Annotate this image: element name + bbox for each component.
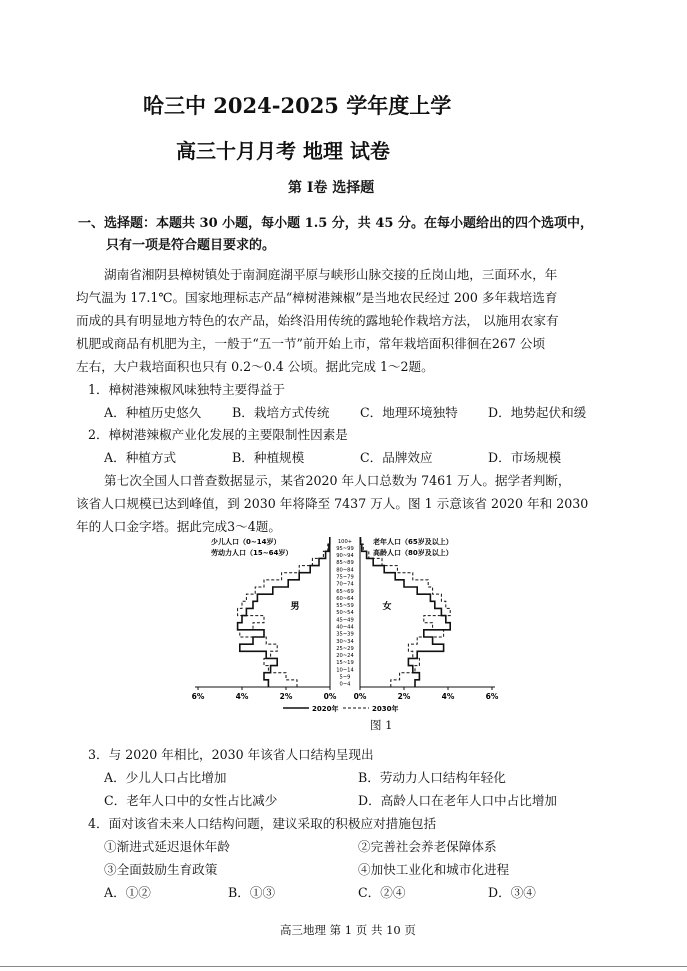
passage1-line: 而成的具有明显地方特色的农产品，始终沿用传统的露地轮作栽培方法， 以施用农家有 — [76, 313, 559, 328]
age-group-label: 60~64 — [336, 595, 354, 602]
x-tick-label: 0% — [353, 692, 367, 701]
option-c: C．地理环境独特 — [360, 405, 458, 420]
age-group-label: 90~94 — [336, 553, 354, 560]
age-group-label: 95~99 — [336, 545, 354, 552]
age-group-label: 100+ — [337, 538, 353, 545]
age-group-label: 45~49 — [336, 617, 354, 624]
option-a: A．种植方式 — [104, 450, 177, 465]
page-bottom-rule — [0, 966, 687, 967]
age-group-label: 0~4 — [339, 681, 351, 688]
passage1-line: 湖南省湘阴县樟树镇处于南洞庭湖平原与峡形山脉交接的丘岗山地，三面环水，年 — [104, 267, 558, 282]
age-group-label: 65~69 — [336, 588, 354, 595]
x-tick-label: 4% — [235, 692, 249, 701]
option-d: D．③④ — [488, 885, 536, 900]
question-stem: 2．樟树港辣椒产业化发展的主要限制性因素是 — [88, 427, 348, 442]
age-group-label: 85~89 — [336, 560, 354, 567]
option-d: D．高龄人口在老年人口中占比增加 — [358, 793, 558, 808]
age-group-label: 10~14 — [336, 667, 354, 674]
pyramid-series-male-2030 — [238, 537, 330, 687]
option-a: A．种植历史悠久 — [104, 405, 202, 420]
passage2-line: 年的人口金字塔。据此完成3～4题。 — [76, 519, 281, 534]
x-tick-label: 4% — [441, 692, 455, 701]
figure-caption: 图 1 — [370, 718, 393, 732]
age-group-label: 75~79 — [336, 574, 354, 581]
age-group-label: 20~24 — [336, 653, 354, 660]
option-c: C．②④ — [358, 885, 406, 900]
page-footer: 高三地理 第 1 页 共 10 页 — [280, 923, 416, 937]
passage1-line: 左右，大户栽培面积也只有 0.2～0.4 公顷。据此完成 1～2题。 — [76, 359, 434, 374]
female-label: 女 — [382, 602, 392, 612]
legend-2030-label: 2030年 — [372, 705, 399, 713]
age-group-label: 50~54 — [336, 610, 354, 617]
age-group-label: 15~19 — [336, 660, 354, 667]
statement-2: ②完善社会养老保障体系 — [358, 839, 497, 854]
exam-title-line1: 哈三中 2024-2025 学年度上学 — [143, 93, 452, 118]
option-b: B．栽培方式传统 — [232, 405, 330, 420]
statement-3: ③全面鼓励生育政策 — [104, 862, 218, 877]
part-heading-cont: 只有一项是符合题目要求的。 — [106, 238, 276, 253]
passage1-line: 机肥或商品有机肥为主，一般于“五一节”前开始上市，常年栽培面积徘徊在267 公顷 — [76, 336, 546, 351]
x-tick-label: 6% — [485, 692, 499, 701]
option-b: B．劳动力人口结构年轻化 — [358, 770, 506, 785]
age-group-label: 70~74 — [336, 581, 354, 588]
x-tick-label: 6% — [191, 692, 205, 701]
age-group-label: 40~44 — [336, 624, 354, 631]
age-group-label: 80~84 — [336, 567, 354, 574]
legend-elderly: 老年人口（65岁及以上） — [373, 538, 453, 546]
legend-youth: 少儿人口（0~14岁） — [211, 538, 281, 546]
age-group-label: 30~34 — [336, 638, 354, 645]
population-pyramid-chart — [191, 527, 499, 717]
option-a: A．少儿人口占比增加 — [104, 770, 227, 785]
statement-4: ④加快工业化和城市化进程 — [358, 862, 510, 877]
option-d: D．市场规模 — [488, 450, 562, 465]
x-tick-label: 2% — [279, 692, 293, 701]
statement-1: ①渐进式延迟退休年龄 — [104, 839, 230, 854]
question-stem: 4．面对该省未来人口结构问题，建议采取的积极应对措施包括 — [88, 816, 437, 831]
age-group-label: 55~59 — [336, 603, 354, 610]
age-group-label: 35~39 — [336, 631, 354, 638]
male-label: 男 — [290, 602, 300, 612]
part-heading: 一、选择题：本题共 30 小题，每小题 1.5 分，共 45 分。在每小题给出的四个选项中， — [78, 216, 593, 231]
age-group-label: 25~29 — [336, 645, 354, 652]
x-tick-label: 2% — [397, 692, 411, 701]
pyramid-series-male-2020 — [238, 537, 330, 687]
option-d: D．地势起伏和缓 — [488, 405, 587, 420]
question-stem: 3．与 2020 年相比，2030 年该省人口结构呈现出 — [88, 747, 374, 762]
option-b: B．①③ — [228, 885, 276, 900]
option-a: A．①② — [104, 885, 151, 900]
passage1-line: 均气温为 17.1℃。国家地理标志产品“樟树港辣椒”是当地农民经过 200 多年栽培选育 — [76, 290, 558, 305]
legend-2020-label: 2020年 — [312, 705, 339, 713]
passage2-line: 第七次全国人口普查数据显示，某省2020 年人口总数为 7461 万人。据学者判断， — [104, 473, 571, 488]
legend-oldest-old: 高龄人口（80岁及以上） — [373, 549, 453, 557]
legend-working-age: 劳动力人口（15~64岁） — [211, 549, 293, 557]
pyramid-series-female-2030 — [361, 537, 450, 687]
age-group-label: 5~9 — [339, 674, 351, 681]
x-tick-label: 0% — [323, 692, 337, 701]
section-title: 第 Ⅰ卷 选择题 — [288, 180, 375, 196]
option-c: C．老年人口中的女性占比减少 — [104, 793, 278, 808]
option-b: B．种植规模 — [232, 450, 305, 465]
pyramid-series-female-2020 — [360, 537, 450, 687]
exam-title-line2: 高三十月月考 地理 试卷 — [176, 139, 390, 163]
option-c: C．品牌效应 — [360, 450, 433, 465]
passage2-line: 该省人口规模已达到峰值，到 2030 年将降至 7437 万人。图 1 示意该省 2020 年和 2030 — [76, 496, 589, 511]
question-stem: 1．樟树港辣椒风味独特主要得益于 — [88, 382, 285, 397]
